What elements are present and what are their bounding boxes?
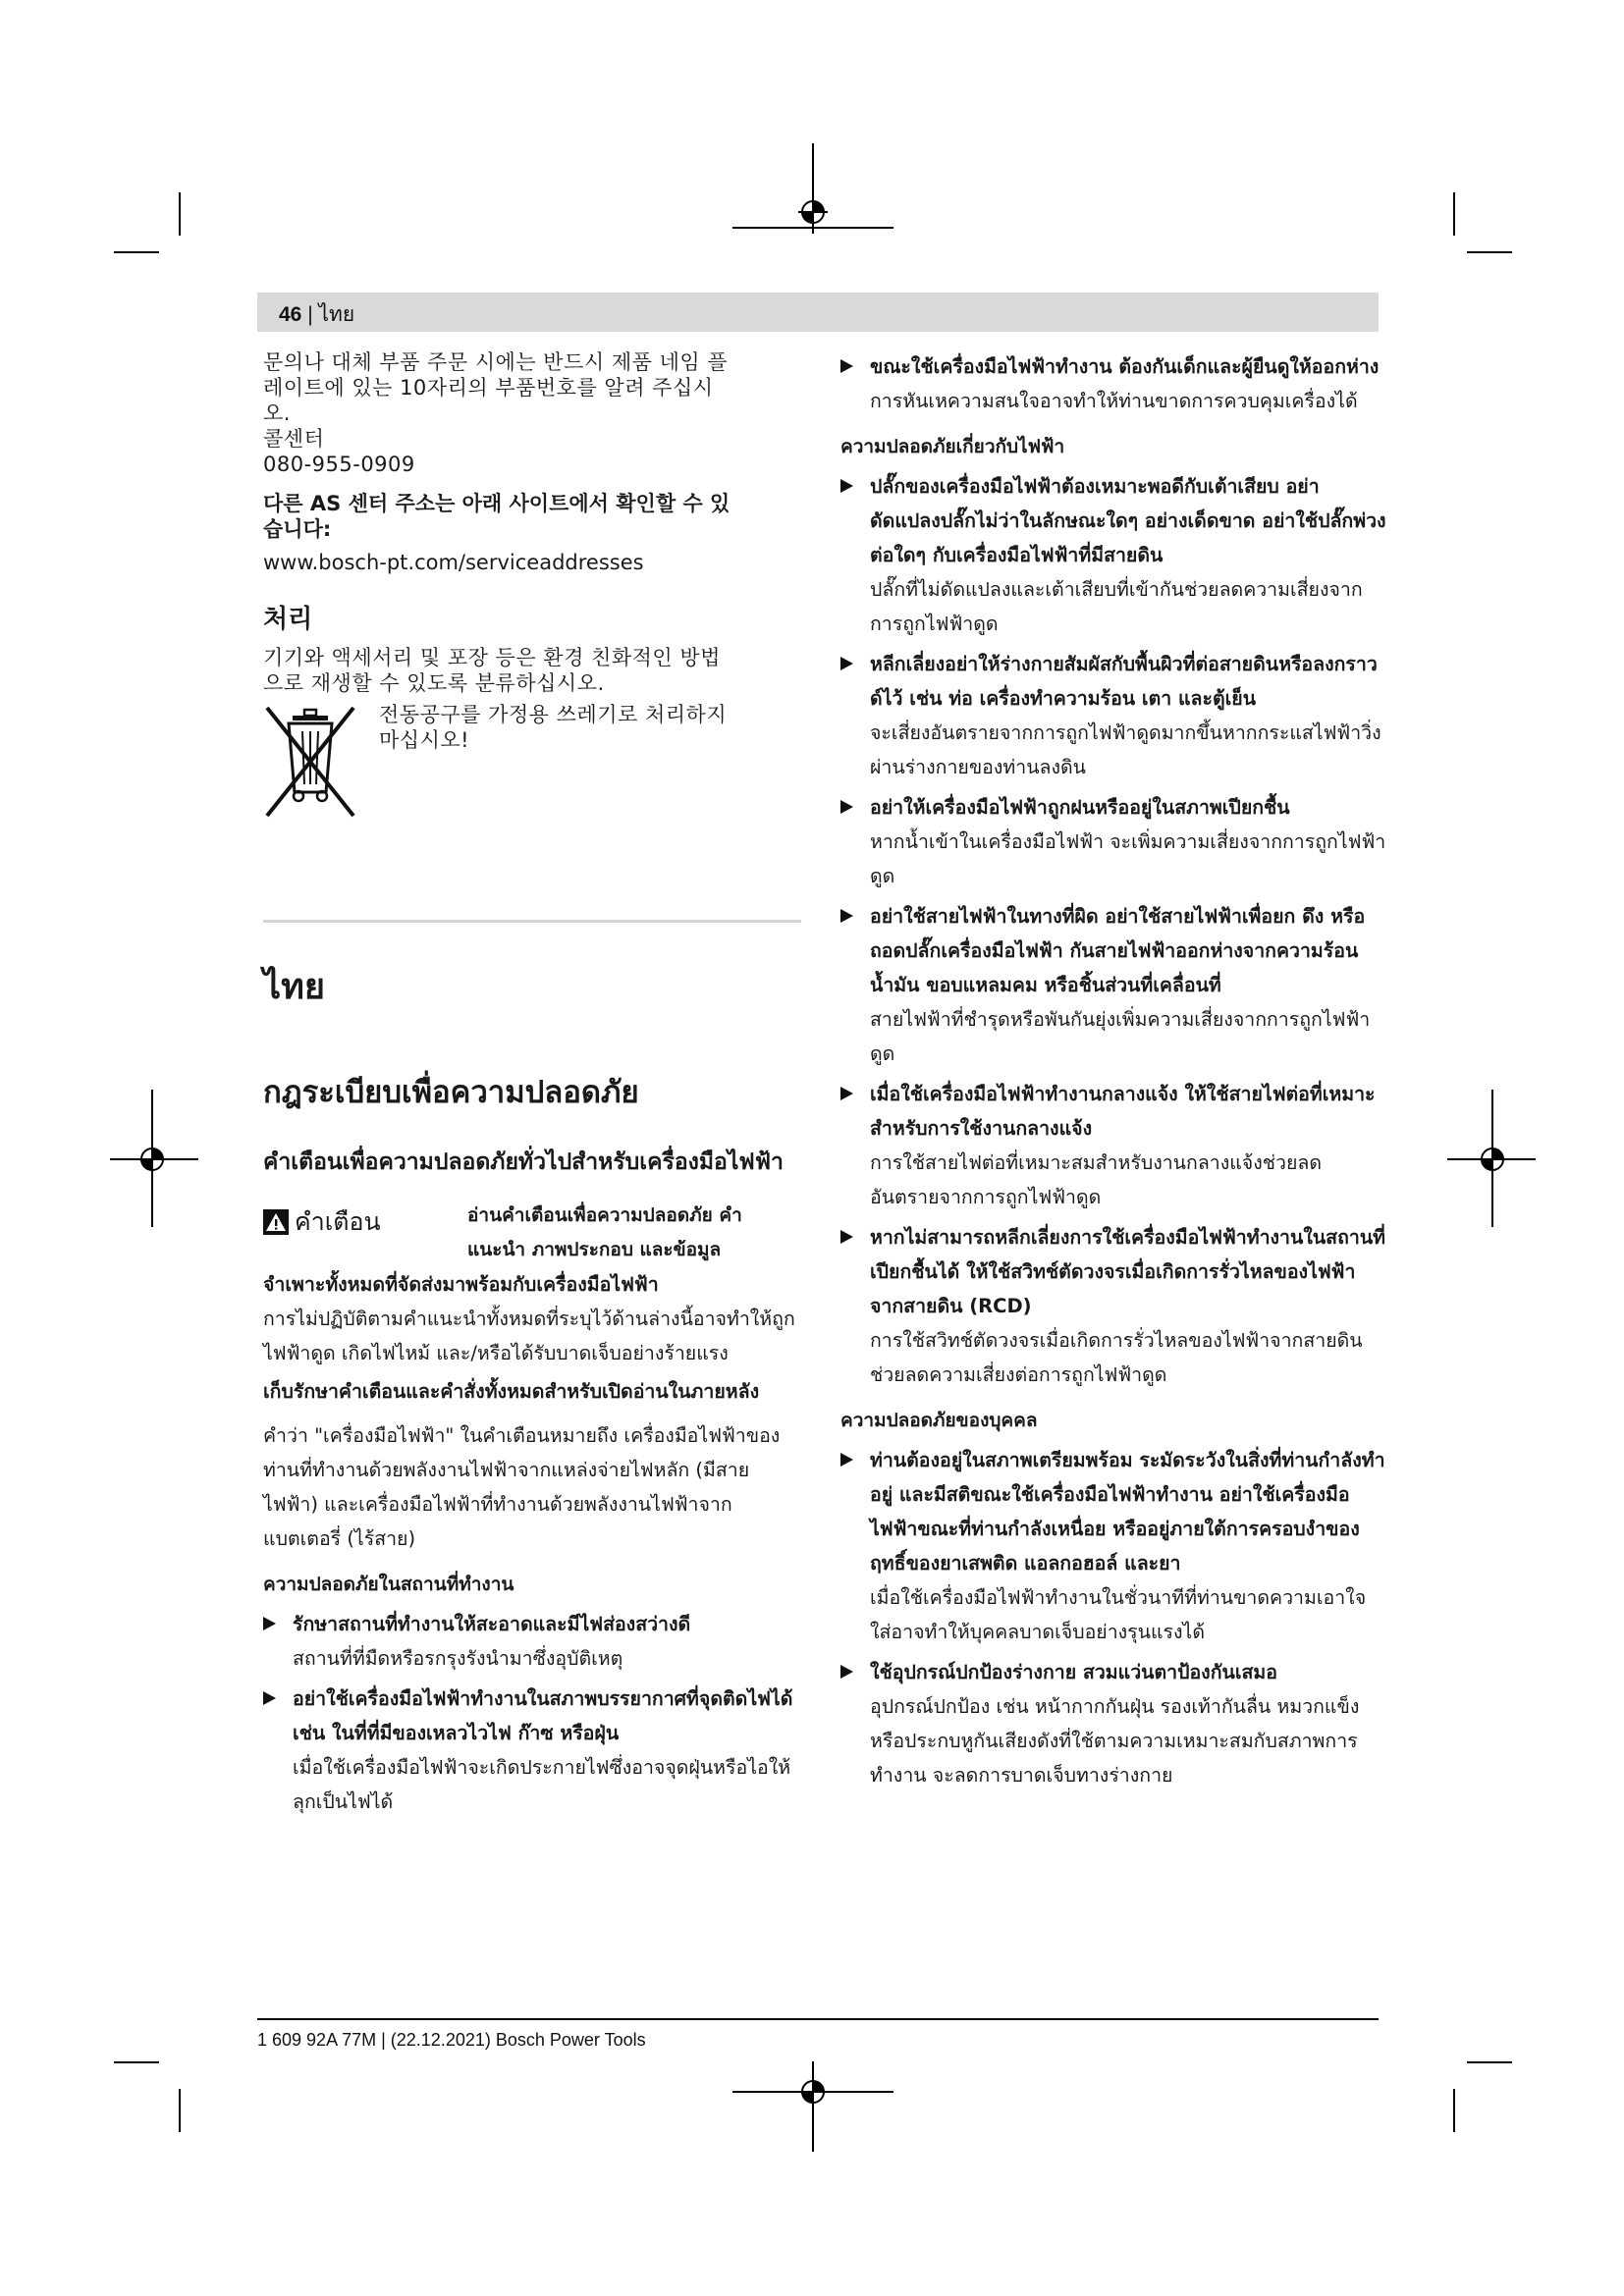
crop-mark bbox=[1453, 2089, 1455, 2132]
header-separator: | bbox=[301, 303, 319, 326]
weee-text: 전동공구를 가정용 쓰레기로 처리하지 마십시오! bbox=[379, 703, 728, 752]
bullet-triangle-icon bbox=[263, 1617, 276, 1630]
crop-mark bbox=[114, 2061, 159, 2063]
power-tool-definition: คำว่า "เครื่องมือไฟฟ้า" ในคำเตือนหมายถึง เครื่องมือไฟฟ้าของท่านที่ทำงานด้วยพลังงานไฟฟ้าจากแหล่งจ่ายไฟหลัก (มีสายไฟฟ้า) และเครื่องมือไฟฟ้าที่ทำงานด้วยพลังงานไฟฟ้าจากแบตเตอรี่ (ไร้สาย) bbox=[263, 1424, 781, 1550]
right-column bbox=[840, 349, 1386, 1798]
crop-mark bbox=[114, 251, 159, 253]
general-warnings-heading: คำเตือนเพื่อความปลอดภัยทั่วไปสำหรับเครื่องมือไฟฟ้า bbox=[263, 1149, 784, 1175]
call-center-label: 콜센터 bbox=[263, 427, 325, 451]
work-area-heading: ความปลอดภัยในสถานที่ทำงาน bbox=[263, 1574, 514, 1595]
registration-target-icon bbox=[137, 1145, 167, 1174]
page-header bbox=[279, 298, 354, 331]
crop-mark bbox=[1467, 2061, 1512, 2063]
list-item: อย่าใช้สายไฟฟ้าในทางที่ผิด อย่าใช้สายไฟฟ้าเพื่อยก ดึง หรือถอดปลั๊กเครื่องมือไฟฟ้า กันสายไฟฟ้าออกห่างจากความร้อน น้ำมัน ขอบแหลมคม หรือชิ้นส่วนที่เคลื่อนที่ สายไฟฟ้าที่ชำรุดหรือพันกันยุ่งเพิ่มความเสี่ยงจากการถูกไฟฟ้าดูด bbox=[840, 899, 1386, 1071]
list-item: หากไม่สามารถหลีกเลี่ยงการใช้เครื่องมือไฟฟ้าทำงานในสถานที่เปียกชื้นได้ ให้ใช้สวิทช์ตัดวงจรเมื่อเกิดการรั่วไหลของไฟฟ้าจากสายดิน (RCD) การใช้สวิทช์ตัดวงจรเมื่อเกิดการรั่วไหลของไฟฟ้าจากสายดินช่วยลดความเสี่ยงต่อการถูกไฟฟ้าดูด bbox=[840, 1220, 1386, 1392]
section-divider bbox=[263, 920, 801, 923]
footer-rule bbox=[257, 2018, 1379, 2020]
bullet-triangle-icon bbox=[840, 1665, 853, 1679]
left-column bbox=[263, 349, 801, 1825]
korean-text: 레이트에 있는 10자리의 부품번호를 알려 주십시 bbox=[263, 376, 714, 400]
bullet-triangle-icon bbox=[840, 1087, 853, 1100]
bullet-triangle-icon bbox=[840, 909, 853, 923]
page-number: 46 bbox=[279, 303, 302, 326]
call-center-phone: 080-955-0909 bbox=[263, 453, 415, 476]
service-url[interactable]: www.bosch-pt.com/serviceaddresses bbox=[263, 551, 644, 574]
keep-instructions: เก็บรักษาคำเตือนและคำสั่งทั้งหมดสำหรับเปิดอ่านในภายหลัง bbox=[263, 1380, 760, 1403]
crop-mark bbox=[179, 2089, 181, 2132]
list-item: ท่านต้องอยู่ในสภาพเตรียมพร้อม ระมัดระวังในสิ่งที่ท่านกำลังทำอยู่ และมีสติขณะใช้เครื่องมือไฟฟ้าทำงาน อย่าใช้เครื่องมือไฟฟ้าขณะที่ท่านกำลังเหนื่อย หรืออยู่ภายใต้การครอบงำของฤทธิ์ของยาเสพติด แอลกอฮอล์ และยา เมื่อใช้เครื่องมือไฟฟ้าทำงานในชั่วนาทีที่ท่านขาดความเอาใจใส่อาจทำให้บุคคลบาดเจ็บอย่างรุนแรงได้ bbox=[840, 1443, 1386, 1649]
warning-body: การไม่ปฏิบัติตามคำแนะนำทั้งหมดที่ระบุไว้ด้านล่างนี้อาจทำให้ถูกไฟฟ้าดูด เกิดไฟไหม้ และ/หรือได้รับบาดเจ็บอย่างร้ายแรง bbox=[263, 1308, 795, 1364]
language-title: ไทย bbox=[263, 967, 325, 1007]
personal-safety-heading: ความปลอดภัยของบุคคล bbox=[840, 1410, 1038, 1431]
korean-text: 문의나 대체 부품 주문 시에는 반드시 제품 네임 플 bbox=[263, 350, 729, 374]
page-footer: 1 609 92A 77M | (22.12.2021) Bosch Power Tools bbox=[257, 2030, 646, 2050]
list-item: อย่าใช้เครื่องมือไฟฟ้าทำงานในสภาพบรรยากาศที่จุดติดไฟได้ เช่น ในที่ที่มีของเหลวไวไฟ ก๊าซ หรือฝุ่น เมื่อใช้เครื่องมือไฟฟ้าจะเกิดประกายไฟซึ่งอาจจุดฝุ่นหรือไอให้ลุกเป็นไฟได้ bbox=[263, 1682, 801, 1819]
registration-target-icon bbox=[798, 2077, 828, 2107]
safety-rules-heading: กฎระเบียบเพื่อความปลอดภัย bbox=[263, 1075, 639, 1110]
warning-intro-continued: จำเพาะทั้งหมดที่จัดส่งมาพร้อมกับเครื่องมือไฟฟ้า bbox=[263, 1273, 659, 1296]
crop-mark bbox=[1453, 192, 1455, 236]
crop-mark bbox=[1467, 251, 1512, 253]
disposal-heading: 처리 bbox=[263, 605, 313, 634]
warning-block bbox=[263, 1199, 801, 1267]
weee-notice bbox=[263, 702, 801, 829]
list-item: อย่าให้เครื่องมือไฟฟ้าถูกฝนหรืออยู่ในสภาพเปียกชื้น หากน้ำเข้าในเครื่องมือไฟฟ้า จะเพิ่มความเสี่ยงจากการถูกไฟฟ้าดูด bbox=[840, 790, 1386, 893]
registration-line bbox=[812, 2061, 814, 2152]
list-item: เมื่อใช้เครื่องมือไฟฟ้าทำงานกลางแจ้ง ให้ใช้สายไฟต่อที่เหมาะสำหรับการใช้งานกลางแจ้ง การใช้สายไฟต่อที่เหมาะสมสำหรับงานกลางแจ้งช่วยลดอันตรายจากการถูกไฟฟ้าดูด bbox=[840, 1077, 1386, 1214]
bullet-triangle-icon bbox=[840, 359, 853, 373]
disposal-text: 으로 재생할 수 있도록 분류하십시오. bbox=[263, 671, 605, 695]
bullet-triangle-icon bbox=[840, 479, 853, 493]
list-item: ปลั๊กของเครื่องมือไฟฟ้าต้องเหมาะพอดีกับเต้าเสียบ อย่าดัดแปลงปลั๊กไม่ว่าในลักษณะใดๆ อย่างเด็ดขาด อย่าใช้ปลั๊กพ่วงต่อใดๆ กับเครื่องมือไฟฟ้าที่มีสายดิน ปลั๊กที่ไม่ดัดแปลงและเต้าเสียบที่เข้ากันช่วยลดความเสี่ยงจากการถูกไฟฟ้าดูด bbox=[840, 469, 1386, 641]
bullet-triangle-icon bbox=[263, 1691, 276, 1705]
electrical-safety-heading: ความปลอดภัยเกี่ยวกับไฟฟ้า bbox=[840, 436, 1065, 457]
registration-target-icon bbox=[798, 197, 828, 227]
disposal-text: 기기와 액세서리 및 포장 등은 환경 친화적인 방법 bbox=[263, 646, 721, 669]
warning-triangle-icon bbox=[263, 1209, 289, 1235]
bullet-triangle-icon bbox=[840, 1230, 853, 1244]
as-center-heading: 다른 AS 센터 주소는 아래 사이트에서 확인할 수 있 습니다: bbox=[263, 492, 731, 541]
registration-line bbox=[732, 227, 893, 229]
header-language: ไทย bbox=[318, 303, 355, 326]
warning-intro: อ่านคำเตือนเพื่อความปลอดภัย คำ แนะนำ ภาพประกอบ และข้อมูล bbox=[467, 1204, 742, 1260]
crop-mark bbox=[179, 192, 181, 236]
list-item: ขณะใช้เครื่องมือไฟฟ้าทำงาน ต้องกันเด็กและผู้ยืนดูให้ออกห่าง การหันเหความสนใจอาจทำให้ท่านขาดการควบคุมเครื่องได้ bbox=[840, 349, 1386, 418]
list-item: ใช้อุปกรณ์ปกป้องร่างกาย สวมแว่นตาป้องกันเสมอ อุปกรณ์ปกป้อง เช่น หน้ากากกันฝุ่น รองเท้ากันลื่น หมวกแข็ง หรือประกบหูกันเสียงดังที่ใช้ตามความเหมาะสมกับสภาพการทำงาน จะลดการบาดเจ็บทางร่างกาย bbox=[840, 1655, 1386, 1792]
warning-label: คำเตือน bbox=[295, 1207, 381, 1236]
bullet-triangle-icon bbox=[840, 800, 853, 814]
korean-text: 오. bbox=[263, 401, 291, 425]
list-item: รักษาสถานที่ทำงานให้สะอาดและมีไฟส่องสว่างดี สถานที่ที่มืดหรือรกรุงรังนำมาซึ่งอุบัติเหตุ bbox=[263, 1607, 801, 1676]
page-header-bar bbox=[257, 293, 1379, 332]
list-item: หลีกเลี่ยงอย่าให้ร่างกายสัมผัสกับพื้นผิวที่ต่อสายดินหรือลงกราวด์ไว้ เช่น ท่อ เครื่องทำความร้อน เตา และตู้เย็น จะเสี่ยงอันตรายจากการถูกไฟฟ้าดูดมากขึ้นหากกระแสไฟฟ้าวิ่งผ่านร่างกายของท่านลงดิน bbox=[840, 647, 1386, 784]
registration-target-icon bbox=[1478, 1145, 1507, 1174]
bullet-triangle-icon bbox=[840, 1453, 853, 1467]
warning-badge bbox=[263, 1202, 381, 1242]
bullet-triangle-icon bbox=[840, 657, 853, 670]
crossed-bin-icon bbox=[263, 702, 357, 820]
